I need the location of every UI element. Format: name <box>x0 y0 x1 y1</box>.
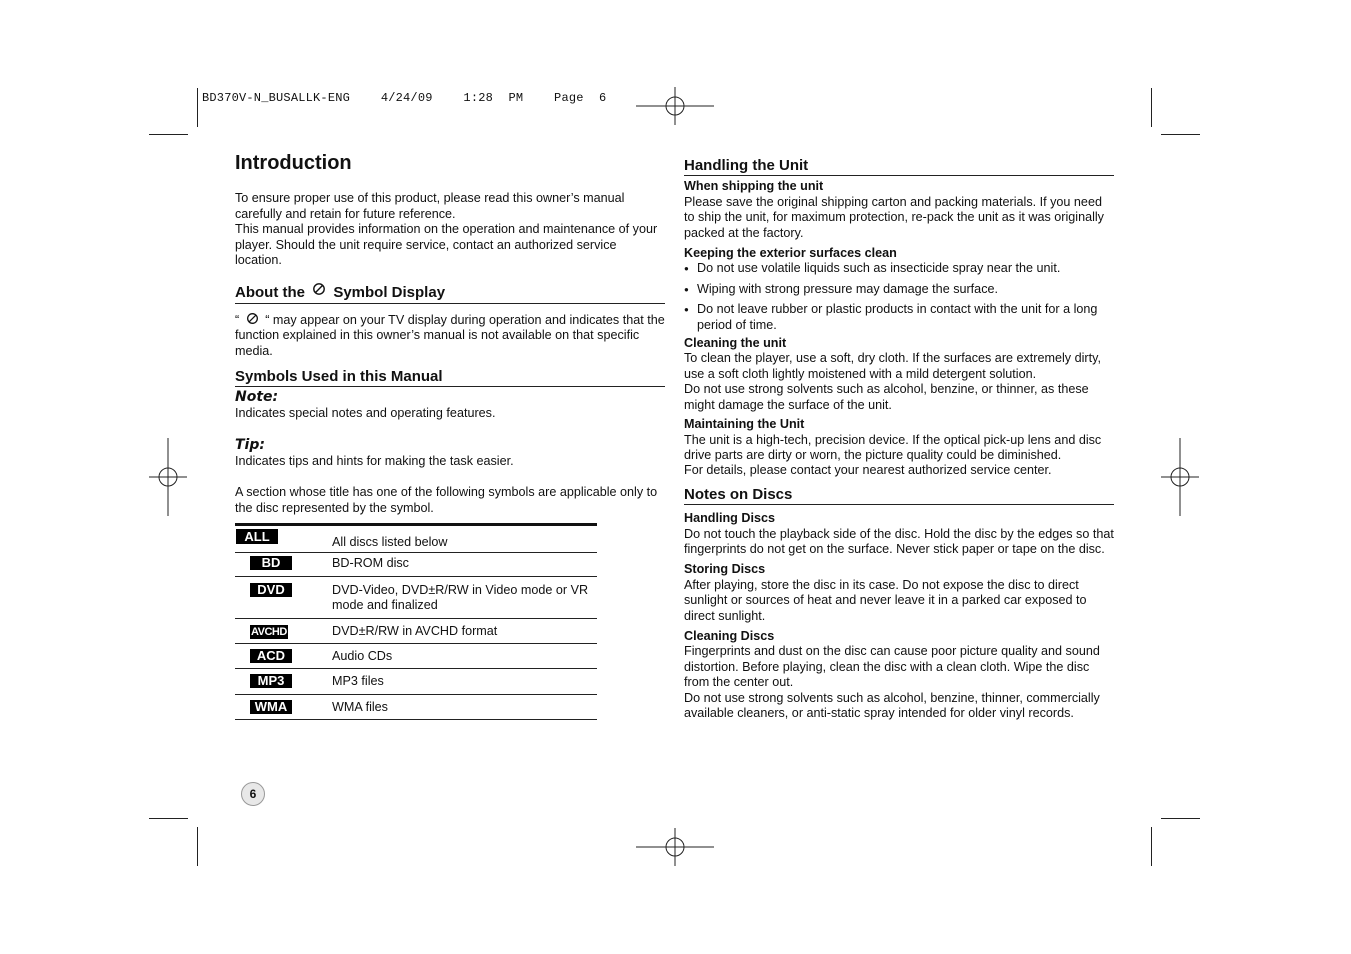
disc-symbol-table <box>235 523 597 720</box>
crop-mark <box>197 88 198 127</box>
disc-badge: BD <box>250 556 292 570</box>
storing-discs-text: After playing, store the disc in its case. Do not expose the disc to direct sunlight or sources of heat and never leave it in a parked car exposed to direct sunlight. <box>684 577 1087 623</box>
storing-discs-heading: Storing Discs <box>684 562 766 577</box>
handling-discs-heading: Handling Discs <box>684 511 775 526</box>
list-item: ● Do not leave rubber or plastic products in contact with the unit for a long period of time. <box>684 302 1114 333</box>
crop-mark <box>1151 88 1152 127</box>
table-row <box>235 669 597 694</box>
disc-badge: AVCHD <box>251 625 287 638</box>
handling-discs-text: Do not touch the playback side of the disc. Hold the disc by the edges so that fingerprints do not get on the surface. Never stick paper or tape on the disc. <box>684 526 1114 556</box>
note-text: Indicates special notes and operating features. <box>235 405 496 420</box>
cleaning-unit-text: Do not use strong solvents such as alcohol, benzine, or thinner, as these might damage the surface of the unit. <box>684 382 1089 412</box>
registration-mark-icon <box>149 438 187 516</box>
tip-label: Tip: <box>235 437 265 454</box>
symbol-display-heading <box>235 282 665 303</box>
cleaning-discs-text: Do not use strong solvents such as alcohol, benzine, thinner, commercially available cleaners, or anti-static spray intended for older vinyl records. <box>684 690 1100 720</box>
disc-badge: ALL <box>236 529 278 544</box>
disc-badge: WMA <box>250 700 292 714</box>
disc-description: BD-ROM disc <box>332 553 597 576</box>
disc-description: WMA files <box>332 694 597 719</box>
registration-mark-icon <box>1161 438 1199 516</box>
quote-mark: “ <box>235 312 240 327</box>
maintaining-text: The unit is a high-tech, precision device. If the optical pick-up lens and disc drive parts are dirty or worn, the picture quality could be diminished. <box>684 432 1102 462</box>
table-row <box>235 524 597 552</box>
note-label: Note: <box>235 389 279 406</box>
table-row <box>235 618 597 643</box>
right-column <box>684 158 1114 721</box>
print-slug: BD370V-N_BUSALLK-ENG 4/24/09 1:28 PM Page 6 <box>202 91 607 105</box>
list-item: ● Do not use volatile liquids such as insecticide spray near the unit. <box>684 261 1114 276</box>
disc-badge: ACD <box>250 649 292 663</box>
table-row <box>235 576 597 618</box>
prohibited-symbol-icon <box>246 312 259 325</box>
table-row <box>235 694 597 719</box>
intro-paragraph: This manual provides information on the operation and maintenance of your player. Should the unit require service, contact an authorized service location. <box>235 222 658 268</box>
crop-mark <box>149 818 188 819</box>
maintaining-heading: Maintaining the Unit <box>684 417 805 432</box>
shipping-text: Please save the original shipping carton and packing materials. If you need to ship the unit, for maximum protection, re-pack the unit as it was originally packed at the factory. <box>684 194 1104 240</box>
disc-badge: MP3 <box>250 674 292 688</box>
cleaning-unit-heading: Cleaning the unit <box>684 336 787 351</box>
heading-text: Symbol Display <box>333 284 446 302</box>
tip-text: Indicates tips and hints for making the task easier. <box>235 453 514 468</box>
page-title: Introduction <box>235 152 352 174</box>
symbol-display-description: “ may appear on your TV display during operation and indicates that the function explained in this owner’s manual is not available on that specific media. <box>235 312 665 358</box>
table-row <box>235 553 597 576</box>
exterior-heading: Keeping the exterior surfaces clean <box>684 246 897 261</box>
disc-description: Audio CDs <box>332 643 597 668</box>
crop-mark <box>197 827 198 866</box>
cleaning-discs-heading: Cleaning Discs <box>684 628 775 643</box>
cleaning-discs-text: Fingerprints and dust on the disc can cause poor picture quality and sound distortion. Before playing, clean the disc with a clean cloth. Wipe the disc from the center out. <box>684 644 1100 690</box>
intro-paragraph: To ensure proper use of this product, please read this owner’s manual carefully and retain for future reference. <box>235 191 625 221</box>
maintaining-text: For details, please contact your nearest authorized service center. <box>684 463 1052 478</box>
section-text: A section whose title has one of the following symbols are applicable only to the disc represented by the symbol. <box>235 485 658 515</box>
crop-mark <box>1151 827 1152 866</box>
registration-mark-icon <box>636 87 714 125</box>
cleaning-unit-text: To clean the player, use a soft, dry cloth. If the surfaces are extremely dirty, use a soft cloth lightly moistened with a mild detergent solution. <box>684 351 1101 381</box>
crop-mark <box>1161 134 1200 135</box>
list-item: ● Wiping with strong pressure may damage the surface. <box>684 282 1114 297</box>
disc-description: MP3 files <box>332 669 597 694</box>
notes-discs-heading: Notes on Discs <box>684 487 1114 505</box>
disc-description: DVD-Video, DVD±R/RW in Video mode or VR mode and finalized <box>332 576 597 618</box>
page-number: 6 <box>241 782 265 806</box>
symbol-display-text <box>235 312 665 359</box>
registration-mark-icon <box>636 828 714 866</box>
exterior-list <box>684 261 1114 333</box>
handling-unit-heading: Handling the Unit <box>684 158 1114 176</box>
table-row <box>235 643 597 668</box>
left-column <box>235 152 665 720</box>
disc-description: DVD±R/RW in AVCHD format <box>332 618 597 643</box>
disc-description: All discs listed below <box>332 524 597 552</box>
crop-mark <box>1161 818 1200 819</box>
heading-text: About the <box>235 284 305 302</box>
crop-mark <box>149 134 188 135</box>
prohibited-symbol-icon <box>312 282 326 296</box>
shipping-heading: When shipping the unit <box>684 179 824 194</box>
symbols-used-heading: Symbols Used in this Manual <box>235 369 665 387</box>
disc-badge: DVD <box>250 583 292 597</box>
